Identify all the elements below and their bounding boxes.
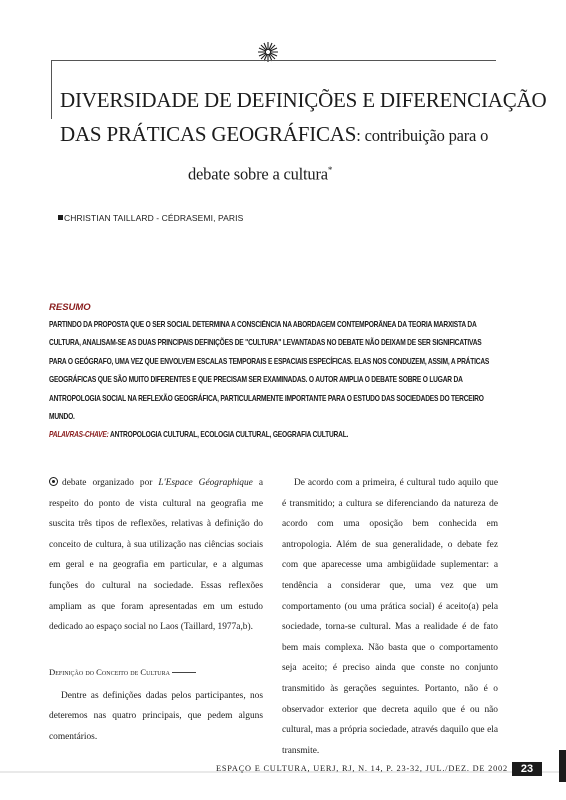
title-line-1: DIVERSIDADE DE DEFINIÇÕES E DIFERENCIAÇÃO: [60, 88, 547, 112]
left-p1-start: debate organizado por: [62, 478, 159, 488]
title-footnote-mark: *: [327, 165, 333, 175]
title-line-3-text: debate sobre a cultura: [188, 164, 328, 184]
author-text: CHRISTIAN TAILLARD - CÉDRASEMI, PARIS: [64, 213, 244, 223]
keywords-label: PALAVRAS-CHAVE:: [49, 430, 109, 440]
abstract-text: [49, 316, 500, 445]
author-line: [58, 213, 243, 223]
right-paragraph-1: De acordo com a primeira, é cultural tudo aquilo que é transmitido; a cultura se diferenciando da natureza de acordo com uma oposição bem conhecida em antropologia. Além de sua generalidade, o debate fez com que aparecesse uma ambigüidade suplementar: a tendência a considerar que, uma vez que um comportamento (ou uma prática social) é aceito(a) pela sociedade, torna-se cultural. Mas a realidade é de fato bem mais complexa. Não basta que o comportamento seja aceito; é preciso ainda que conste no conjunto transmitido às gerações seguintes. Portanto, não é o observador exterior que decreta aquilo que é ou não cultural, mas a própria sociedade, através daquilo que ela transmite.: [282, 478, 498, 756]
square-bullet-icon: [58, 215, 63, 220]
circle-bullet-icon: [49, 477, 58, 486]
page-number: 23: [512, 762, 542, 776]
title-line-3: [60, 153, 530, 192]
left-column: [49, 473, 263, 748]
abstract-block: [49, 302, 503, 445]
page-edge-mark: [559, 750, 566, 782]
left-p1-rest: a respeito do ponto de vista cultural na geografia me suscita três tipos de reflexões, relativas à definição do conceito de cultura, à sua utilização nas ciências sociais em geral e na geografia em particular, e a algumas funções do cultural na sociedade. Essas reflexões ampliam as que foram apresentadas em um estudo dedicado ao espaço social no Laos (Taillard, 1977a,b).: [49, 478, 263, 633]
right-column: [282, 473, 498, 761]
section-title: Definição do Conceito de Cultura: [49, 666, 263, 678]
title-line-2: [60, 117, 530, 153]
left-paragraph-2: Dentre as definições dadas pelos participantes, nos deteremos nas quatro principais, que pedem alguns comentários.: [49, 690, 263, 742]
journal-name: L'Espace Géographique: [158, 478, 253, 488]
title-line-2-subtitle: : contribuição para o: [356, 126, 489, 145]
abstract-body: PARTINDO DA PROPOSTA QUE O SER SOCIAL DETERMINA A CONSCIÊNCIA NA ABORDAGEM CONTEMPORÂNEA DA TEORIA MARXISTA DA CULTURA, ANALISAM-SE AS DUAS PRINCIPAIS DEFINIÇÕES DE "CULTURA" LEVANTADAS NO DEBATE NÃO DEIXAM DE SER SIGNIFICATIVAS PARA O GEÓGRAFO, UMA VEZ QUE ENVOLVEM ESCALAS TEMPORAIS E ESPACIAIS ESPECÍFICAS. ELAS NOS CONDUZEM, ASSIM, A PRÁTICAS GEOGRÁFICAS QUE SÃO MUITO DIFERENTES E QUE PRECISAM SER EXAMINADAS. O AUTOR AMPLIA O DEBATE SOBRE O LUGAR DA ANTROPOLOGIA SOCIAL NA REFLEXÃO GEOGRÁFICA, PARTICULARMENTE IMPORTANTE PARA O ESTUDO DAS SOCIEDADES DO TERCEIRO MUNDO.: [49, 320, 490, 422]
title-line-2-main: DAS PRÁTICAS GEOGRÁFICAS: [60, 122, 357, 146]
abstract-heading: RESUMO: [49, 302, 91, 313]
article-title: [60, 83, 547, 192]
footer-citation: ESPAÇO E CULTURA, UERJ, RJ, N. 14, P. 23-32, JUL./DEZ. DE 2002: [216, 764, 508, 773]
keywords-text: ANTROPOLOGIA CULTURAL, ECOLOGIA CULTURAL, GEOGRAFIA CULTURAL.: [110, 430, 349, 440]
left-paragraph-1: [49, 473, 263, 638]
